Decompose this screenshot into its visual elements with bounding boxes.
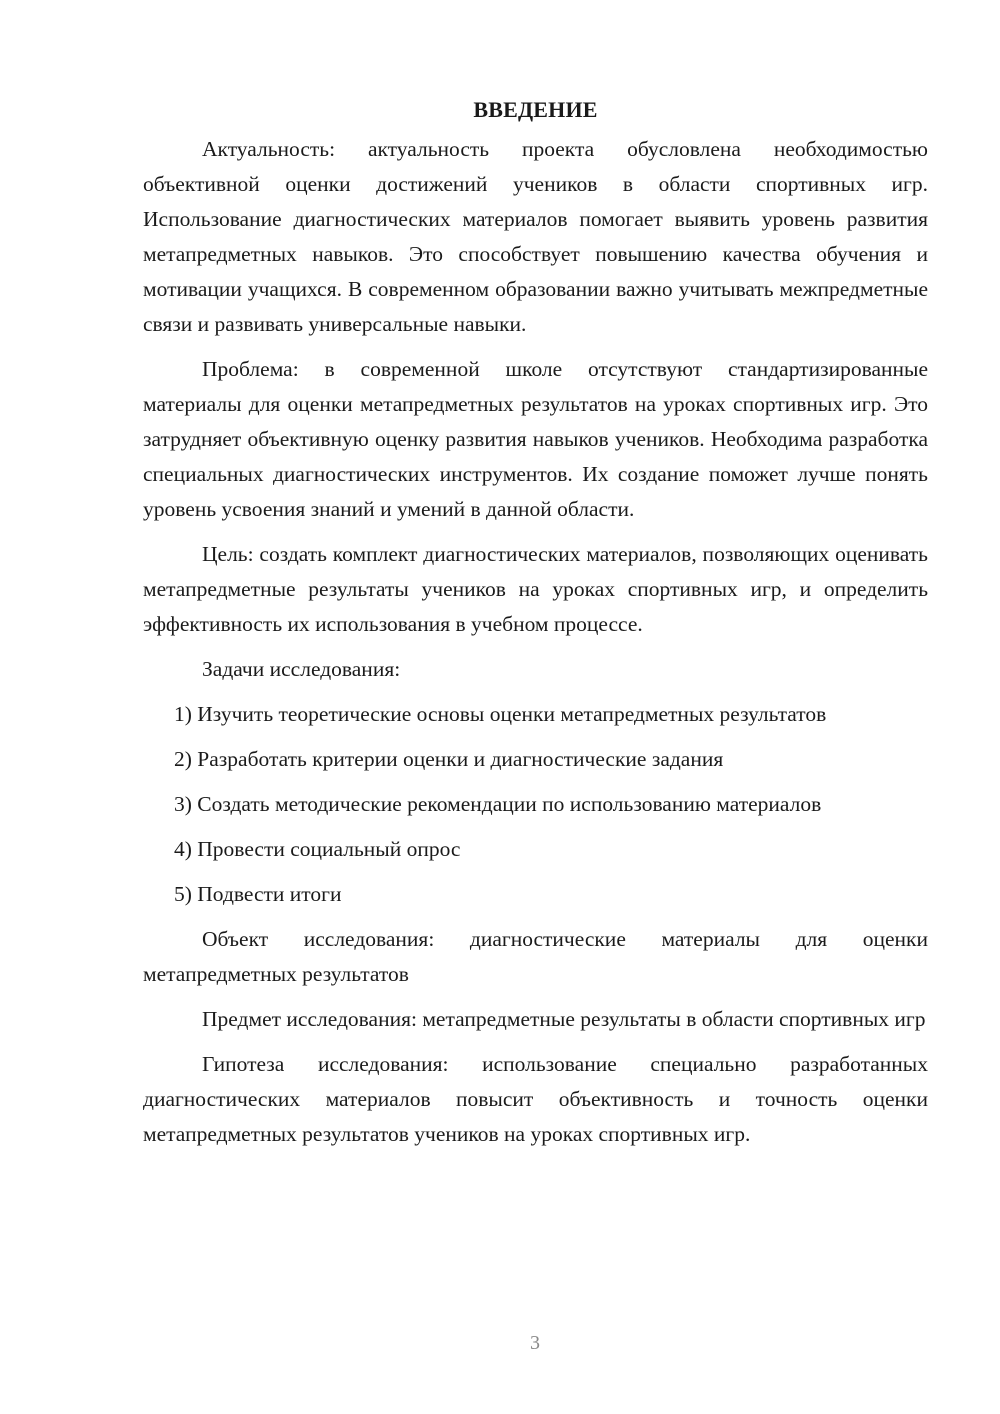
list-item: 2) Разработать критерии оценки и диагностические задания	[174, 747, 724, 771]
tasks-title: Задачи исследования:	[202, 657, 401, 681]
object-paragraph: Объект исследования: диагностические материалы для оценки метапредметных результатов	[143, 927, 928, 986]
goal-paragraph: Цель: создать комплект диагностических материалов, позволяющих оценивать метапредметные результаты учеников на уроках спортивных игр, и определить эффективность их использования в учебном процессе.	[143, 542, 928, 636]
problem-paragraph: Проблема: в современной школе отсутствуют стандартизированные материалы для оценки метапредметных результатов на уроках спортивных игр. Это затрудняет объективную оценку развития навыков учеников. Необходима разработка специальных диагностических инструментов. Их создание поможет лучше понять уровень усвоения знаний и умений в данной области.	[143, 357, 928, 521]
list-item: 5) Подвести итоги	[174, 882, 342, 906]
list-item: 1) Изучить теоретические основы оценки метапредметных результатов	[174, 702, 827, 726]
subject-paragraph: Предмет исследования: метапредметные результаты в области спортивных игр	[202, 1007, 926, 1031]
relevance-paragraph: Актуальность: актуальность проекта обусловлена необходимостью объективной оценки достижений учеников в области спортивных игр. Использование диагностических материалов помогает выявить уровень развития метапредметных навыков. Это способствует повышению качества обучения и мотивации учащихся. В современном образовании важно учитывать межпредметные связи и развивать универсальные навыки.	[143, 137, 928, 336]
tasks-list	[143, 697, 928, 912]
document-page	[143, 92, 928, 1162]
page-title: ВВЕДЕНИЕ	[473, 97, 598, 122]
list-item: 3) Создать методические рекомендации по использованию материалов	[174, 792, 822, 816]
hypothesis-paragraph: Гипотеза исследования: использование специально разработанных диагностических материалов повысит объективность и точность оценки метапредметных результатов учеников на уроках спортивных игр.	[143, 1052, 928, 1146]
page-number: 3	[530, 1332, 540, 1354]
list-item: 4) Провести социальный опрос	[174, 837, 461, 861]
